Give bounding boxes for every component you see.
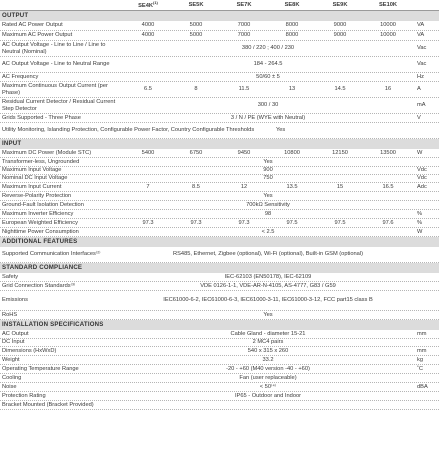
section-title: OUTPUT [0,11,439,21]
spec-value-span: 900 [263,167,273,174]
spec-value-span: -20 - +60 (M40 version -40 - +60) [226,365,310,372]
spec-value-span: 3 / N / PE (WYE with Neutral) [230,114,306,121]
spec-label: Protection Rating [2,392,46,399]
spec-value: 6750 [189,149,203,156]
spec-values [124,211,412,217]
section-title: ADDITIONAL FEATURES [0,237,439,247]
spec-row [0,392,439,401]
spec-values [124,283,412,289]
spec-label: Maximum Inverter Efficiency [2,210,74,217]
spec-label: Transformer-less, Ungrounded [2,158,80,165]
spec-unit: W [417,149,423,156]
spec-label: Utility Monitoring, Islanding Protection, Configurable Power Factor, Country Configurable Thresholds [2,127,255,134]
spec-row [0,291,439,311]
spec-row [0,167,439,175]
spec-values [124,184,412,190]
spec-unit: Hz [417,73,424,80]
spec-label: AC Output Voltage - Line to Neutral Range [2,61,110,68]
spec-unit: A [417,86,421,93]
spec-label: Ground-Fault Isolation Detection [2,201,84,208]
spec-value-span: 50/60 ± 5 [256,73,280,80]
spec-values [124,312,412,318]
spec-unit: Vdc [417,167,427,174]
spec-unit: dBA [417,383,428,390]
spec-label: Noise [2,383,17,390]
spec-unit: VA [417,22,425,29]
spec-value: 12 [240,183,248,190]
spec-value-span: Cable Gland - diameter 15-21 [230,330,306,337]
spec-label: AC Output [2,330,29,337]
spec-values [270,127,412,133]
model-name: SE5K [188,1,204,8]
spec-value: 97.5 [286,219,298,226]
spec-row [0,183,439,192]
spec-value: 13.5 [286,183,298,190]
spec-label: Safety [2,273,19,280]
spec-value: 9000 [333,22,347,29]
spec-unit: VA [417,32,425,39]
spec-value: 4000 [141,32,155,39]
spec-values [124,102,412,108]
spec-value: 97.5 [334,219,346,226]
spec-row [0,282,439,291]
spec-values [124,193,412,199]
spec-value: 9450 [237,149,251,156]
spec-value-span: 380 / 220 ; 400 / 230 [241,45,295,52]
spec-value-span: IEC61000-6-2, IEC61000-6-3, IEC61000-3-11, IEC61000-3-12, FCC part15 class B [163,297,373,304]
model-name: $SE4K^{(1)}$ [138,0,158,10]
spec-values [124,61,412,67]
spec-value: 97.6 [382,219,394,226]
spec-label: DC Input [2,339,25,346]
spec-row [0,347,439,356]
spec-values [124,32,412,38]
spec-label: Residual Current Detector / Residual Current Step Detector [2,99,116,112]
spec-values [124,331,412,337]
spec-value: 9000 [333,32,347,39]
spec-value-span: 540 x 315 x 260 [247,347,289,354]
spec-label: Grids Supported - Three Phase [2,114,81,121]
spec-label: Maximum Input Current [2,183,62,190]
spec-value: 5000 [189,32,203,39]
spec-unit: Vac [417,61,427,68]
spec-values [124,167,412,173]
spec-values [124,86,412,92]
spec-label: AC Frequency [2,73,39,80]
spec-row [0,339,439,347]
spec-value-span: Yes [263,158,273,165]
spec-value-span: 184 - 264.5 [253,61,283,68]
spec-label: Bracket Mounted (Bracket Provided) [2,401,94,408]
model-name: SE7K [236,1,252,8]
section-title: INPUT [0,139,439,149]
spec-value-span: 750 [263,175,273,182]
spec-unit: kg [417,356,424,363]
spec-unit: Vdc [417,175,427,182]
section-title: INSTALLATION SPECIFICATIONS [0,320,439,330]
spec-unit: % [417,219,423,226]
section-title: STANDARD COMPLIANCE [0,263,439,273]
spec-row [0,201,439,210]
spec-values [124,115,412,121]
spec-unit: V [417,114,421,121]
spec-row [0,123,439,139]
spec-value-span: IEC-62103 (EN50178), IEC-62109 [224,273,312,280]
spec-value: 7 [146,183,150,190]
spec-value-span: < 2.5 [261,228,275,235]
spec-row [0,57,439,73]
spec-label: Nominal DC Input Voltage [2,175,68,182]
spec-value: 16 [384,86,392,93]
spec-value: 15 [336,183,344,190]
spec-row [0,82,439,98]
spec-label: AC Output Voltage - Line to Line / Line to Neutral (Nominal) [2,42,106,55]
spec-label: Weight [2,356,20,363]
spec-values [124,22,412,28]
spec-unit: mm [417,347,427,354]
spec-values [124,45,412,51]
spec-unit: % [417,210,423,217]
spec-value: 16.5 [382,183,394,190]
spec-value: 7000 [237,32,251,39]
spec-row [0,175,439,183]
spec-value: 12150 [332,149,348,156]
model-name: SE8K [284,1,300,8]
spec-label: Operating Temperature Range [2,365,79,372]
spec-label: Maximum DC Power (Module STC) [2,149,92,156]
spec-value: 97.3 [190,219,202,226]
spec-values [124,297,412,303]
spec-values [124,220,412,226]
spec-row [0,401,439,410]
spec-value-span: 33.2 [262,356,274,363]
spec-value: 8 [194,86,198,93]
spec-value: 10000 [380,32,396,39]
spec-label: Maximum Input Voltage [2,167,62,174]
spec-value: 97.3 [142,219,154,226]
spec-label: Maximum AC Power Output [2,32,73,39]
spec-value-span: Yes [276,127,286,134]
spec-label: Cooling [2,374,22,381]
spec-value: 8.5 [192,183,200,190]
spec-row [0,210,439,219]
spec-table-body [0,11,439,410]
spec-label: European Weighted Efficiency [2,219,78,226]
spec-value-span: Fan (user replaceable) [239,374,297,381]
spec-values [124,339,412,345]
spec-row [0,273,439,282]
spec-value: 13 [288,86,296,93]
spec-label: Dimensions (HxWxD) [2,347,57,354]
spec-row [0,219,439,228]
spec-row [0,73,439,82]
spec-value-span: 700kΩ Sensitivity [246,201,290,208]
model-name: SE10K [378,1,398,8]
spec-unit: Vac [417,45,427,52]
spec-value: 4000 [141,22,155,29]
spec-values [124,229,412,235]
model-name: SE9K [332,1,348,8]
spec-value: 97.3 [238,219,250,226]
spec-value-span: 300 / 30 [257,102,279,109]
spec-values [124,251,412,257]
spec-value-span: IP65 - Outdoor and Indoor [234,392,302,399]
spec-value: 5400 [141,149,155,156]
spec-value: 11.5 [238,86,250,93]
spec-values [124,159,412,165]
spec-label: Rated AC Power Output [2,22,63,29]
spec-unit: ˚C [417,365,424,372]
spec-row [0,192,439,201]
spec-unit: mm [417,330,427,337]
spec-unit: mA [417,102,426,109]
model-header-cells [124,0,412,9]
spec-values [124,366,412,372]
spec-unit: W [417,228,423,235]
spec-value: 10800 [284,149,300,156]
spec-value: 7000 [237,22,251,29]
spec-row [0,330,439,339]
spec-value-span: Yes [263,311,273,318]
spec-row [0,365,439,374]
spec-row [0,228,439,237]
spec-row [0,356,439,365]
spec-value: 10000 [380,22,396,29]
model-header-row [0,0,439,11]
spec-values [124,74,412,80]
spec-row [0,41,439,57]
spec-row [0,247,439,263]
spec-value-span: < 50⁽⁴⁾ [259,383,277,390]
spec-label: RoHS [2,311,18,318]
spec-value: 8000 [285,32,299,39]
spec-label: Grid Connection Standards⁽³⁾ [2,282,76,289]
spec-label: Reverse-Polarity Protection [2,192,72,199]
spec-row [0,374,439,383]
spec-value-span: 98 [264,210,272,217]
spec-row [0,114,439,123]
spec-value: 14.5 [334,86,346,93]
spec-values [124,202,412,208]
spec-values [124,348,412,354]
spec-values [124,357,412,363]
spec-values [124,393,412,399]
spec-row [0,98,439,114]
spec-values [124,384,412,390]
spec-row [0,21,439,31]
spec-label: Supported Communication Interfaces⁽²⁾ [2,251,101,258]
spec-label: Emissions [2,297,28,304]
spec-values [124,150,412,156]
spec-values [124,175,412,181]
spec-row [0,31,439,41]
spec-row [0,383,439,392]
spec-values [124,375,412,381]
spec-label: Nighttime Power Consumption [2,228,79,235]
spec-unit: Adc [417,183,427,190]
spec-value-span: RS485, Ethernet, Zigbee (optional), Wi-Fi (optional), Built-in GSM (optional) [173,251,363,258]
spec-value-span: 2 MC4 pairs [252,339,284,346]
spec-value: 5000 [189,22,203,29]
spec-value: 6.5 [144,86,152,93]
spec-row [0,311,439,320]
spec-value-span: Yes [263,192,273,199]
spec-value: 13500 [380,149,396,156]
spec-label: Maximum Continuous Output Current (per Phase) [2,83,108,96]
spec-row [0,158,439,167]
spec-row [0,149,439,158]
spec-values [124,274,412,280]
spec-value: 8000 [285,22,299,29]
spec-value-span: VDE 0126-1-1, VDE-AR-N-4105, AS-4777, G83 / G59 [200,282,336,289]
